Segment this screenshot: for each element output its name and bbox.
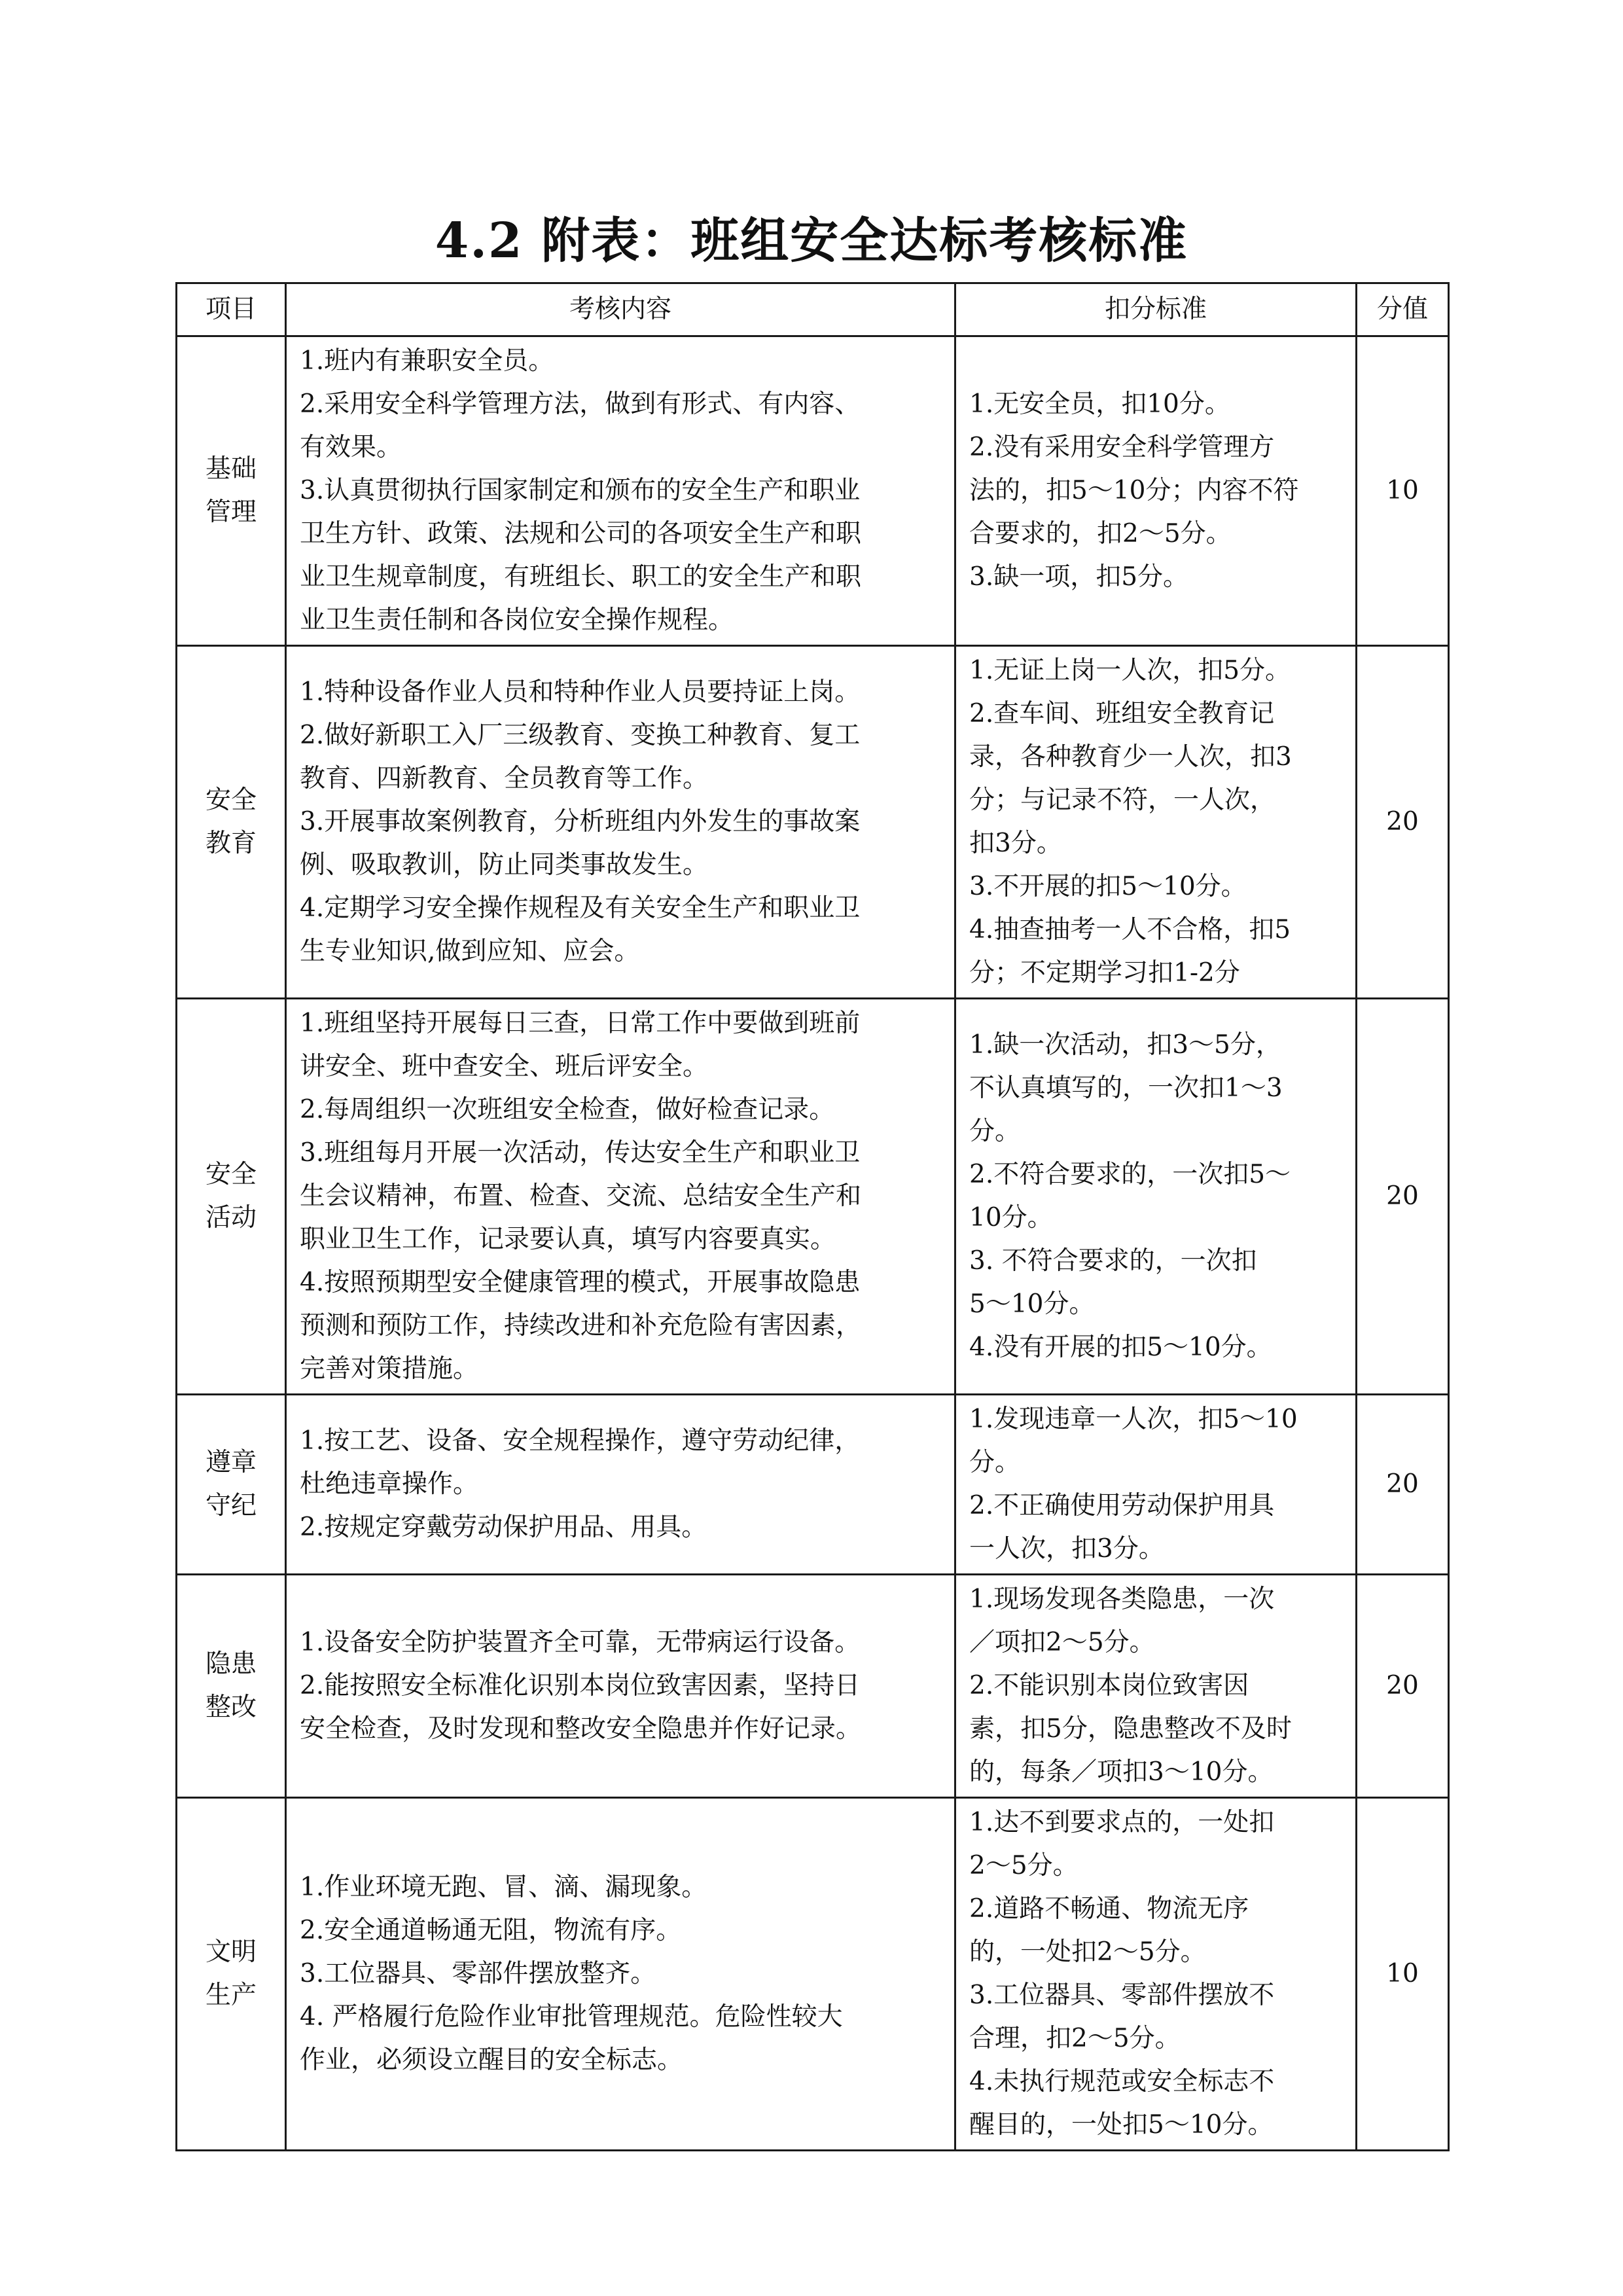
criteria-line: 醒目的，一处扣5～10分。 <box>969 2110 1274 2140</box>
criteria-line: ／项扣2～5分。 <box>969 1628 1155 1657</box>
content-line: 1.班内有兼职安全员。 <box>300 346 554 376</box>
row-score: 20 <box>1357 1395 1449 1575</box>
table-row <box>177 1798 1449 2151</box>
content-line: 3.开展事故案例教育，分析班组内外发生的事故案 <box>300 807 861 836</box>
content-line: 业卫生规章制度，有班组长、职工的安全生产和职 <box>300 562 862 592</box>
header-content: 考核内容 <box>286 283 955 336</box>
content-line: 2.安全通道畅通无阻，物流有序。 <box>300 1916 682 1945</box>
criteria-line: 的，每条／项扣3～10分。 <box>969 1757 1274 1787</box>
content-line: 有效果。 <box>300 433 402 462</box>
content-line: 3.工位器具、零部件摆放整齐。 <box>300 1959 656 1988</box>
criteria-line: 扣3分。 <box>969 829 1062 858</box>
criteria-line: 分；与记录不符，一人次， <box>969 785 1276 815</box>
row-criteria <box>955 336 1357 646</box>
category-line: 文明 <box>205 1937 257 1967</box>
table-row <box>177 999 1449 1395</box>
row-criteria <box>955 999 1357 1395</box>
criteria-line: 3.不开展的扣5～10分。 <box>969 872 1247 901</box>
row-criteria <box>955 1798 1357 2151</box>
content-line: 教育、四新教育、全员教育等工作。 <box>300 764 709 793</box>
criteria-line: 分。 <box>969 1448 1021 1477</box>
content-line: 2.按规定穿戴劳动保护用品、用具。 <box>300 1513 707 1542</box>
content-line: 1.班组坚持开展每日三查，日常工作中要做到班前 <box>300 1009 861 1038</box>
row-category <box>177 646 286 999</box>
content-line: 1.设备安全防护装置齐全可靠，无带病运行设备。 <box>300 1628 861 1657</box>
row-score: 20 <box>1357 646 1449 999</box>
category-line: 生产 <box>205 1981 257 2010</box>
assessment-table <box>175 282 1450 2151</box>
table-row <box>177 336 1449 646</box>
content-line: 4. 严格履行危险作业审批管理规范。危险性较大 <box>300 2002 843 2032</box>
content-line: 业卫生责任制和各岗位安全操作规程。 <box>300 605 734 635</box>
row-category <box>177 1798 286 2151</box>
content-line: 2.能按照安全标准化识别本岗位致害因素，坚持日 <box>300 1671 861 1700</box>
header-score: 分值 <box>1357 283 1449 336</box>
criteria-line: 1.达不到要求点的，一处扣 <box>969 1808 1275 1837</box>
content-line: 2.做好新职工入厂三级教育、变换工种教育、复工 <box>300 721 861 750</box>
criteria-line: 3. 不符合要求的，一次扣 <box>969 1246 1257 1276</box>
content-line: 安全检查，及时发现和整改安全隐患并作好记录。 <box>300 1714 862 1744</box>
category-line: 教育 <box>205 829 257 858</box>
criteria-line: 合要求的，扣2～5分。 <box>969 519 1232 548</box>
criteria-line: 5～10分。 <box>969 1289 1095 1319</box>
criteria-line: 分；不定期学习扣1-2分 <box>969 958 1240 988</box>
row-content <box>286 336 955 646</box>
criteria-line: 1.缺一次活动，扣3～5分， <box>969 1030 1281 1060</box>
category-line: 安全 <box>205 1160 257 1189</box>
content-line: 杜绝违章操作。 <box>300 1469 479 1499</box>
row-score: 20 <box>1357 999 1449 1395</box>
criteria-line: 1.无证上岗一人次，扣5分。 <box>969 656 1291 685</box>
content-line: 完善对策措施。 <box>300 1354 479 1384</box>
category-line: 活动 <box>205 1203 257 1232</box>
criteria-line: 2.道路不畅通、物流无序 <box>969 1894 1249 1924</box>
criteria-line: 录，各种教育少一人次，扣3 <box>969 742 1292 772</box>
criteria-line: 2～5分。 <box>969 1851 1079 1880</box>
row-content <box>286 999 955 1395</box>
header-criteria: 扣分标准 <box>955 283 1357 336</box>
criteria-line: 2.查车间、班组安全教育记 <box>969 699 1275 728</box>
row-category <box>177 336 286 646</box>
criteria-line: 法的，扣5～10分；内容不符 <box>969 476 1299 505</box>
criteria-line: 素，扣5分，隐患整改不及时 <box>969 1714 1292 1744</box>
category-line: 安全 <box>205 785 257 815</box>
criteria-line: 不认真填写的，一次扣1～3 <box>969 1073 1283 1103</box>
criteria-line: 4.抽查抽考一人不合格，扣5 <box>969 915 1291 944</box>
content-line: 2.采用安全科学管理方法，做到有形式、有内容、 <box>300 389 861 419</box>
content-line: 4.定期学习安全操作规程及有关安全生产和职业卫 <box>300 893 861 923</box>
row-category <box>177 1575 286 1798</box>
content-line: 卫生方针、政策、法规和公司的各项安全生产和职 <box>300 519 862 548</box>
row-criteria <box>955 1395 1357 1575</box>
criteria-line: 2.没有采用安全科学管理方 <box>969 433 1275 462</box>
row-content <box>286 646 955 999</box>
table-header-row <box>177 283 1449 336</box>
content-line: 2.每周组织一次班组安全检查，做好检查记录。 <box>300 1095 835 1124</box>
category-line: 基础 <box>205 454 257 484</box>
criteria-line: 1.现场发现各类隐患，一次 <box>969 1585 1275 1614</box>
row-category <box>177 1395 286 1575</box>
row-criteria <box>955 1575 1357 1798</box>
content-line: 例、吸取教训，防止同类事故发生。 <box>300 850 709 880</box>
criteria-line: 一人次，扣3分。 <box>969 1534 1164 1564</box>
row-score: 10 <box>1357 336 1449 646</box>
category-line: 守纪 <box>205 1491 257 1520</box>
row-score: 20 <box>1357 1575 1449 1798</box>
criteria-line: 合理，扣2～5分。 <box>969 2024 1181 2053</box>
criteria-line: 3.缺一项，扣5分。 <box>969 562 1189 592</box>
table-row <box>177 1575 1449 1798</box>
content-line: 3.班组每月开展一次活动，传达安全生产和职业卫 <box>300 1138 861 1168</box>
criteria-line: 1.发现违章一人次，扣5～10 <box>969 1405 1298 1434</box>
category-line: 遵章 <box>205 1448 257 1477</box>
header-item: 项目 <box>177 283 286 336</box>
content-line: 3.认真贯彻执行国家制定和颁布的安全生产和职业 <box>300 476 861 505</box>
row-content <box>286 1798 955 2151</box>
criteria-line: 2.不符合要求的，一次扣5～ <box>969 1160 1291 1189</box>
content-line: 讲安全、班中查安全、班后评安全。 <box>300 1052 709 1081</box>
content-line: 作业，必须设立醒目的安全标志。 <box>300 2045 683 2075</box>
category-line: 整改 <box>205 1693 257 1722</box>
criteria-line: 2.不正确使用劳动保护用具 <box>969 1491 1275 1520</box>
table-row <box>177 646 1449 999</box>
content-line: 1.按工艺、设备、安全规程操作，遵守劳动纪律， <box>300 1426 861 1456</box>
content-line: 生专业知识,做到应知、应会。 <box>300 937 640 966</box>
row-category <box>177 999 286 1395</box>
criteria-line: 4.没有开展的扣5～10分。 <box>969 1333 1272 1362</box>
content-line: 生会议精神，布置、检查、交流、总结安全生产和 <box>300 1181 862 1211</box>
row-content <box>286 1575 955 1798</box>
criteria-line: 3.工位器具、零部件摆放不 <box>969 1981 1275 2010</box>
row-score: 10 <box>1357 1798 1449 2151</box>
criteria-line: 2.不能识别本岗位致害因 <box>969 1671 1249 1700</box>
criteria-line: 4.未执行规范或安全标志不 <box>969 2067 1275 2096</box>
content-line: 1.特种设备作业人员和特种作业人员要持证上岗。 <box>300 677 861 707</box>
criteria-line: 分。 <box>969 1117 1021 1146</box>
criteria-line: 的，一处扣2～5分。 <box>969 1937 1206 1967</box>
content-line: 1.作业环境无跑、冒、滴、漏现象。 <box>300 1873 707 1902</box>
category-line: 管理 <box>205 497 257 527</box>
page-title: 4.2 附表：班组安全达标考核标准 <box>435 213 1188 269</box>
row-content <box>286 1395 955 1575</box>
criteria-line: 10分。 <box>969 1203 1053 1232</box>
content-line: 4.按照预期型安全健康管理的模式，开展事故隐患 <box>300 1268 861 1297</box>
content-line: 职业卫生工作，记录要认真，填写内容要真实。 <box>300 1225 836 1254</box>
content-line: 预测和预防工作，持续改进和补充危险有害因素， <box>300 1311 862 1340</box>
table-row <box>177 1395 1449 1575</box>
row-criteria <box>955 646 1357 999</box>
category-line: 隐患 <box>205 1649 257 1679</box>
criteria-line: 1.无安全员，扣10分。 <box>969 389 1230 419</box>
